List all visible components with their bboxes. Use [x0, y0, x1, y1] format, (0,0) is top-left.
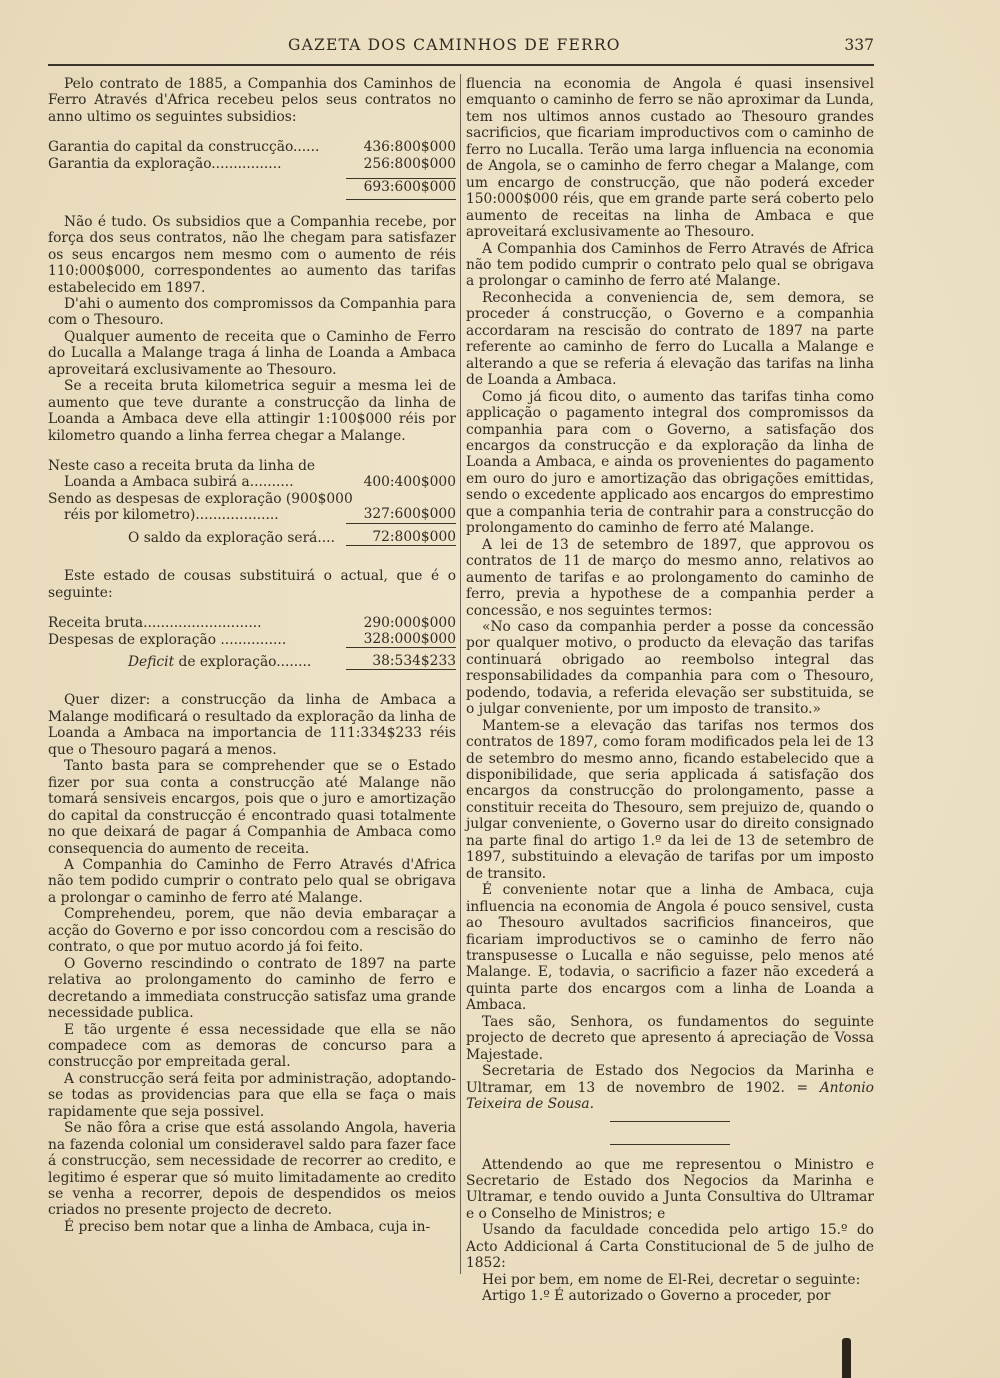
paragraph: Taes são, Senhora, os fundamentos do seguinte projecto de decreto que apresento á apreciação de Vossa Majestade.	[466, 1013, 874, 1063]
paragraph: fluencia na economia de Angola é quasi insensivel emquanto o caminho de ferro se não aproximar da Lunda, tem nos ultimos annos custado ao Thesouro grandes sacrificios, que ficariam improductivos com o caminho de ferro no Lucalla. Terão uma larga influencia na economia de Angola, se o caminho de ferro chegar a Malange, com um encargo de construcção, que não poderá exceder 150:000$000 réis, que em grande parte será coberto pelo aumento de receitas na linha de Ambaca e que aproveitará exclusivamente ao Thesouro.	[466, 76, 874, 241]
row-label	[48, 654, 346, 670]
row-value: 72:800$000	[346, 529, 456, 546]
paragraph: Quer dizer: a construcção da linha de Ambaca a Malange modificará o resultado da exploração da linha de Loanda a Ambaca na importancia de 111:334$233 réis que o Thesouro pagará a menos.	[48, 692, 456, 758]
projection-table	[48, 458, 456, 546]
paragraph: D'ahi o aumento dos compromissos da Companhia para com o Thesouro.	[48, 295, 456, 329]
signature: Antonio Teixeira de Sousa.	[466, 1079, 874, 1113]
paragraph: É conveniente notar que a linha de Ambaca, cuja influencia na economia de Angola é pouco sensivel, custa ao Thesouro avultados sacrificios financeiros, que ficariam improductivos se o caminho de ferro não transpusesse o Lucalla e não seguisse, pelo menos até Malange. E, todavia, o sacrificio a fazer não excederá a quinta parte dos encargos com a linha de Loanda a Ambaca.	[466, 882, 874, 1014]
table-row	[48, 632, 456, 648]
table-row	[48, 491, 456, 507]
row-value: 328:000$000	[346, 631, 456, 648]
paragraph: É preciso bem notar que a linha de Ambaca, cuja in-	[64, 1218, 431, 1235]
paragraph: Qualquer aumento de receita que o Caminho de Ferro do Lucalla a Malange traga á linha de Loanda a Ambaca aproveitará exclusivamente ao Thesouro.	[48, 328, 456, 378]
table-row	[48, 458, 456, 474]
paragraph: Este estado de cousas substituirá o actual, que é o seguinte:	[48, 568, 456, 601]
deficit-label-rest: de exploração........	[174, 653, 312, 670]
subsidies-table	[48, 139, 456, 199]
running-title: GAZETA DOS CAMINHOS DE FERRO	[288, 36, 621, 54]
deficit-label: Deficit	[128, 653, 175, 670]
paragraph: Como já ficou dito, o aumento das tarifas tinha como applicação o pagamento integral dos compromissos da companhia para com o Governo, a satisfação dos encargos da construcção e da exploração da linha de Loanda a Ambaca, e ainda os provenientes do pagamento em ouro do juro e amortização das obrigações emittidas, sendo o excedente applicado aos encargos do emprestimo que a companhia teria de contrahir para a construcção do prolongamento do caminho de ferro até Malange.	[466, 388, 874, 537]
paragraph: Se a receita bruta kilometrica seguir a mesma lei de aumento que teve durante a construcção da linha de Loanda a Ambaca deve ella attingir 1:100$000 réis por kilometro quando a linha ferrea chegar a Malange.	[48, 378, 456, 444]
current-state-table	[48, 615, 456, 670]
row-label: Despesas de exploração ...............	[48, 631, 287, 648]
paragraph: Reconhecida a conveniencia de, sem demora, se proceder á construcção, o Governo e a companhia accordaram na rescisão do contrato de 1897 na parte referente ao caminho de ferro do Lucalla a Malange e alterando a que se referia á elevação das tarifas na linha de Loanda a Ambaca.	[466, 289, 874, 389]
paragraph: E tão urgente é essa necessidade que ella se não compadece com as demoras de concurso para a construcção por empreitada geral.	[48, 1021, 456, 1071]
quotation: «No caso da companhia perder a posse da concessão por qualquer motivo, o producto da elevação das tarifas continuará obrigado ao reembolso integral das responsabilidades da companhia para com o Thesouro, podendo, todavia, a referida elevação ser substituida, se o julgar conveniente, por um imposto de transito.»	[466, 618, 874, 718]
row-value: 436:800$000	[363, 139, 456, 156]
row-value: 327:600$000	[346, 506, 456, 523]
paragraph: Comprehendeu, porem, que não devia embaraçar a acção do Governo e por isso concordou com a rescisão do contrato, o que por mutuo acordo já foi feito.	[48, 906, 456, 956]
paragraph: Tanto basta para se comprehender que se o Estado fizer por sua conta a construcção até Malange não tomará sensiveis encargos, pois que o juro e amortização do capital da construcção é encontrado quasi totalmente no que deixará de pagar á Companhia de Ambaca como consequencia do aumento de receita.	[48, 758, 456, 857]
page-header	[48, 30, 874, 66]
paragraph: A construcção será feita por administração, adoptando-se todas as providencias para que ella se faça o mais rapidamente que seja possivel.	[48, 1070, 456, 1120]
table-total: 693:600$000	[346, 178, 456, 195]
row-value: 290:000$000	[363, 615, 456, 632]
table-row	[48, 615, 456, 631]
left-column	[48, 76, 456, 1235]
row-value: 400:400$000	[363, 474, 456, 491]
page-number: 337	[844, 36, 874, 54]
dateline	[466, 1063, 874, 1112]
paragraph: Usando da faculdade concedida pelo artigo 15.º do Acto Addicional á Carta Constitucional de 5 de julho de 1852:	[466, 1222, 874, 1272]
table-row	[48, 474, 456, 490]
dateline-text: Secretaria de Estado dos Negocios da Marinha e Ultramar, em 13 de novembro de 1902.	[466, 1063, 874, 1096]
paragraph: Hei por bem, em nome de El-Rei, decretar o seguinte:	[482, 1271, 861, 1288]
row-value: 38:534$233	[346, 653, 456, 670]
paragraph: Attendendo ao que me representou o Ministro e Secretario de Estado dos Negocios da Marinha e Ultramar, e tendo ouvido a Junta Consultiva do Ultramar e o Conselho de Ministros; e	[466, 1156, 874, 1222]
paragraph: Se não fôra a crise que está assolando Angola, haveria na fazenda colonial um consideravel saldo para fazer face á construcção, sem necessidade de recorrer ao credito, e legitimo é esperar que só muito limitadamente ao credito se venha a recorrer, depois de despendidos os meios criados no presente projecto de decreto.	[48, 1120, 456, 1219]
column-divider	[460, 74, 461, 1274]
table-row	[48, 156, 456, 172]
row-label: O saldo da exploração será....	[128, 529, 335, 546]
paragraph: Não é tudo. Os subsidios que a Companhia recebe, por força dos seus contratos, não lhe chegam para satisfazer os seus encargos nem mesmo com o aumento de réis 110:000$000, correspondentes ao aumento das tarifas estabelecido em 1897.	[48, 213, 456, 296]
row-label: Sendo as despesas de exploração (900$000	[48, 490, 353, 507]
paragraph: Mantem-se a elevação das tarifas nos termos dos contratos de 1897, como foram modificados pela lei de 13 de setembro do mesmo anno, ficando estabelecido que a disponibilidade, que seria applicada á satisfação dos encargos da construcção do prolongamento, passe a constituir receita do Thesouro, sem prejuizo de, quando o julgar conveniente, o Governo usar do direito consignado na parte final do artigo 1.º da lei de 13 de setembro de 1897, substituindo a elevação de tarifas por um imposto de transito.	[466, 717, 874, 882]
table-row	[48, 139, 456, 155]
table-row	[48, 507, 456, 523]
table-total-row	[48, 654, 456, 670]
paragraph: A Companhia dos Caminhos de Ferro Através de Africa não tem podido cumprir o contrato pelo qual se obrigava a prolongar o caminho de ferro até Malange.	[466, 240, 874, 290]
table-total-row	[48, 530, 456, 546]
row-label: Loanda a Ambaca subirá a..........	[64, 474, 294, 491]
paragraph: A Companhia do Caminho de Ferro Através d'Africa não tem podido cumprir o contrato pelo qual se obrigava a prolongar o caminho de ferro até Malange.	[48, 856, 456, 906]
ink-mark	[842, 1338, 851, 1378]
paragraph: Pelo contrato de 1885, a Companhia dos Caminhos de Ferro Através d'Africa recebeu pelos seus contratos no anno ultimo os seguintes subsidios:	[48, 76, 456, 125]
row-label: Garantia do capital da construcção......	[48, 139, 320, 156]
row-label: réis por kilometro)...................	[64, 507, 279, 524]
row-label: Garantia da exploração................	[48, 155, 282, 172]
row-label: Neste caso a receita bruta da linha de	[48, 458, 316, 475]
paragraph: A lei de 13 de setembro de 1897, que approvou os contratos de 11 de março do mesmo anno, relativos ao aumento de tarifas e ao prolongamento do caminho de ferro, previa a hypothese de a companhia perder a concessão, e nos seguintes termos:	[466, 536, 874, 619]
paragraph: Artigo 1.º É autorizado o Governo a proceder, por	[482, 1288, 831, 1305]
row-label: Receita bruta...........................	[48, 615, 262, 632]
paragraph: O Governo rescindindo o contrato de 1897 na parte relativa ao prolongamento do caminho de ferro e decretando a immediata construcção satisfaz uma grande necessidade publica.	[48, 955, 456, 1022]
dateline-separator: =	[784, 1079, 820, 1096]
right-column	[466, 76, 874, 1305]
row-value: 256:800$000	[363, 155, 456, 172]
